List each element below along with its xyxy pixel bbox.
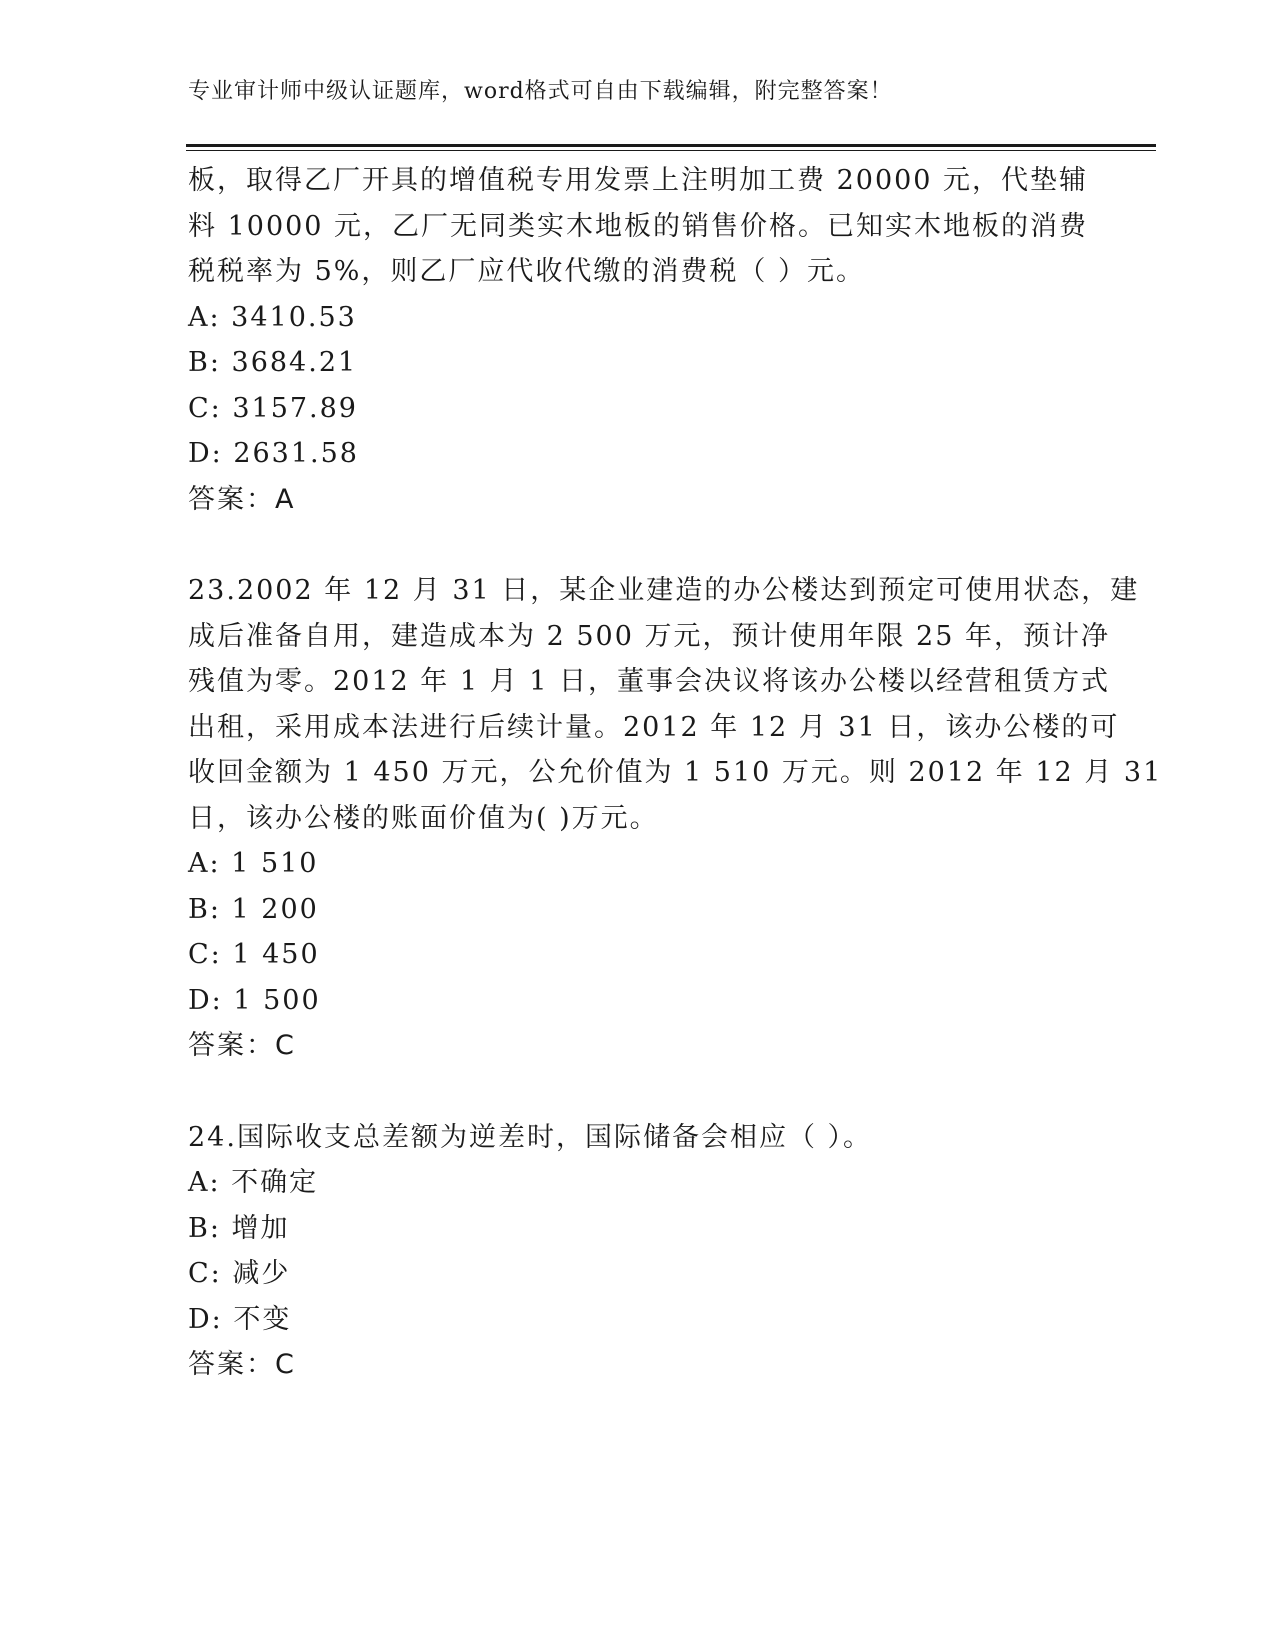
question-24 (188, 1115, 1088, 1388)
header-rule-thin (186, 150, 1156, 151)
option-a: A: 3410.53 (188, 301, 357, 333)
answer: 答案：A (188, 483, 296, 515)
option-d: D: 不变 (188, 1303, 292, 1335)
question-text-line: 料 10000 元，乙厂无同类实木地板的销售价格。已知实木地板的消费 (188, 210, 1089, 242)
option-c: C: 1 450 (188, 939, 320, 970)
question-text-line: 成后准备自用，建造成本为 2 500 万元，预计使用年限 25 年，预计净 (188, 620, 1110, 652)
option-d: D: 2631.58 (188, 438, 359, 469)
question-23 (188, 568, 1163, 1069)
question-22 (188, 158, 1088, 522)
spacer (188, 1069, 1088, 1115)
option-b: B: 1 200 (188, 893, 319, 925)
question-text-line: 收回金额为 1 450 万元，公允价值为 1 510 万元。则 2012 年 12 月 31 (188, 757, 1163, 788)
answer: 答案：C (188, 1349, 296, 1380)
question-text-line: 23.2002 年 12 月 31 日，某企业建造的办公楼达到预定可使用状态，建 (188, 575, 1140, 606)
question-text-line: 日，该办公楼的账面价值为( )万元。 (188, 802, 659, 834)
page-header: 专业审计师中级认证题库，word格式可自由下载编辑，附完整答案！ (188, 79, 893, 104)
answer: 答案：C (188, 1030, 296, 1061)
spacer (188, 522, 1088, 568)
question-text-line: 残值为零。2012 年 1 月 1 日，董事会决议将该办公楼以经营租赁方式 (188, 666, 1110, 697)
option-c: C: 3157.89 (188, 392, 358, 424)
header-rule-thick (186, 144, 1156, 147)
question-text-line: 税税率为 5%，则乙厂应代收代缴的消费税（ ）元。 (188, 256, 865, 287)
question-content (188, 158, 1163, 1388)
option-a: A: 1 510 (188, 848, 319, 879)
option-a: A: 不确定 (188, 1167, 319, 1198)
question-text-line: 板，取得乙厂开具的增值税专用发票上注明加工费 20000 元，代垫辅 (188, 165, 1089, 196)
option-b: B: 增加 (188, 1212, 290, 1244)
option-b: B: 3684.21 (188, 347, 358, 378)
option-c: C: 减少 (188, 1258, 291, 1289)
question-text-line: 出租，采用成本法进行后续计量。2012 年 12 月 31 日，该办公楼的可 (188, 711, 1120, 743)
option-d: D: 1 500 (188, 984, 321, 1016)
question-text-line: 24.国际收支总差额为逆差时，国际储备会相应（ ）。 (188, 1121, 873, 1153)
